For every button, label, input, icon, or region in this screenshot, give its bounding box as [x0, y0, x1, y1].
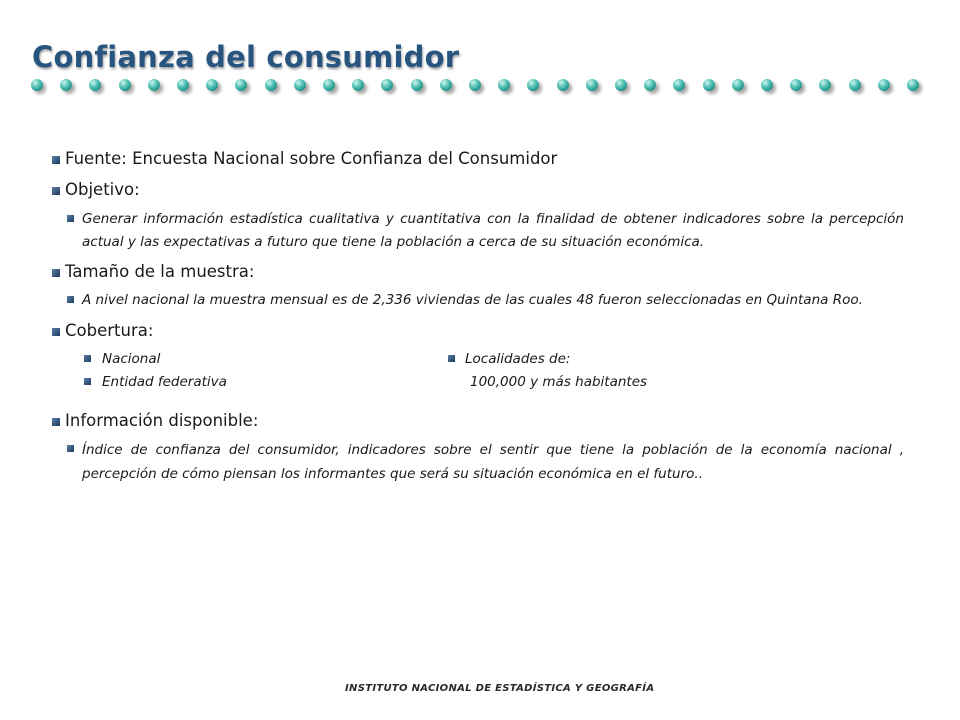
informacion-text: Índice de confianza del consumidor, indicadores sobre el sentir que tiene la población de la economía nacional , percepción de cómo piensan los informantes que será su situación económica en el futuro.. [82, 441, 904, 482]
decorative-dot [381, 79, 393, 91]
cobertura-left-column [52, 348, 412, 394]
objetivo-detail [52, 208, 904, 253]
decorative-dot [644, 79, 656, 91]
cobertura-item-text: Localidades de: [465, 350, 571, 367]
decorative-dot [177, 79, 189, 91]
decorative-dot [89, 79, 101, 91]
informacion-heading: Información disponible: [65, 410, 259, 430]
cobertura-item [412, 348, 832, 371]
decorative-dot [265, 79, 277, 91]
decorative-dot [323, 79, 335, 91]
decorative-dot [148, 79, 160, 91]
bullet-objetivo [52, 179, 904, 201]
cobertura-item [52, 348, 412, 371]
decorative-dot [411, 79, 423, 91]
cobertura-item [52, 371, 412, 394]
bullet-cobertura [52, 320, 904, 342]
decorative-dot [732, 79, 744, 91]
bullet-informacion [52, 410, 904, 432]
square-bullet-icon [52, 156, 60, 164]
square-bullet-icon [84, 378, 91, 385]
decorative-dot [615, 79, 627, 91]
square-bullet-icon [52, 269, 60, 277]
decorative-dot [790, 79, 802, 91]
decorative-dot [31, 79, 43, 91]
decorative-dot [60, 79, 72, 91]
decorative-dot [557, 79, 569, 91]
square-bullet-icon [67, 215, 74, 222]
slide-content [52, 148, 904, 486]
decorative-dot [878, 79, 890, 91]
footer-institution: INSTITUTO NACIONAL DE ESTADÍSTICA Y GEOGRAFÍA [345, 683, 655, 694]
objetivo-text: Generar información estadística cualitativa y cuantitativa con la finalidad de obtener indicadores sobre la percepción actual y las expectativas a futuro que tiene la población a cerca de su situación económica. [82, 211, 904, 250]
bullet-fuente [52, 148, 904, 170]
decorative-dot [527, 79, 539, 91]
decorative-dots-divider [31, 79, 931, 95]
square-bullet-icon [52, 418, 60, 426]
muestra-detail [52, 289, 904, 312]
bullet-muestra [52, 261, 904, 283]
cobertura-right-column [412, 348, 832, 394]
decorative-dot [235, 79, 247, 91]
decorative-dot [469, 79, 481, 91]
informacion-detail [52, 438, 904, 486]
slide-title: Confianza del consumidor [32, 40, 460, 74]
objetivo-heading: Objetivo: [65, 180, 140, 199]
decorative-dot [294, 79, 306, 91]
cobertura-item-text: Nacional [102, 350, 161, 367]
decorative-dot [703, 79, 715, 91]
fuente-text: Fuente: Encuesta Nacional sobre Confianza del Consumidor [65, 149, 558, 168]
square-bullet-icon [448, 355, 455, 362]
muestra-heading: Tamaño de la muestra: [65, 262, 255, 281]
decorative-dot [849, 79, 861, 91]
decorative-dot [673, 79, 685, 91]
square-bullet-icon [84, 355, 91, 362]
decorative-dot [586, 79, 598, 91]
cobertura-detail-text: 100,000 y más habitantes [470, 373, 648, 390]
decorative-dot [907, 79, 919, 91]
decorative-dot [352, 79, 364, 91]
muestra-text: A nivel nacional la muestra mensual es de 2,336 viviendas de las cuales 48 fueron seleccionadas en Quintana Roo. [82, 292, 863, 308]
square-bullet-icon [67, 296, 74, 303]
decorative-dot [498, 79, 510, 91]
square-bullet-icon [52, 328, 60, 336]
cobertura-heading: Cobertura: [65, 320, 154, 340]
decorative-dot [440, 79, 452, 91]
square-bullet-icon [52, 187, 60, 195]
cobertura-detail [412, 371, 832, 394]
cobertura-columns [52, 348, 904, 394]
cobertura-item-text: Entidad federativa [102, 373, 227, 390]
decorative-dot [819, 79, 831, 91]
decorative-dot [119, 79, 131, 91]
decorative-dot [761, 79, 773, 91]
decorative-dot [206, 79, 218, 91]
square-bullet-icon [67, 445, 74, 452]
